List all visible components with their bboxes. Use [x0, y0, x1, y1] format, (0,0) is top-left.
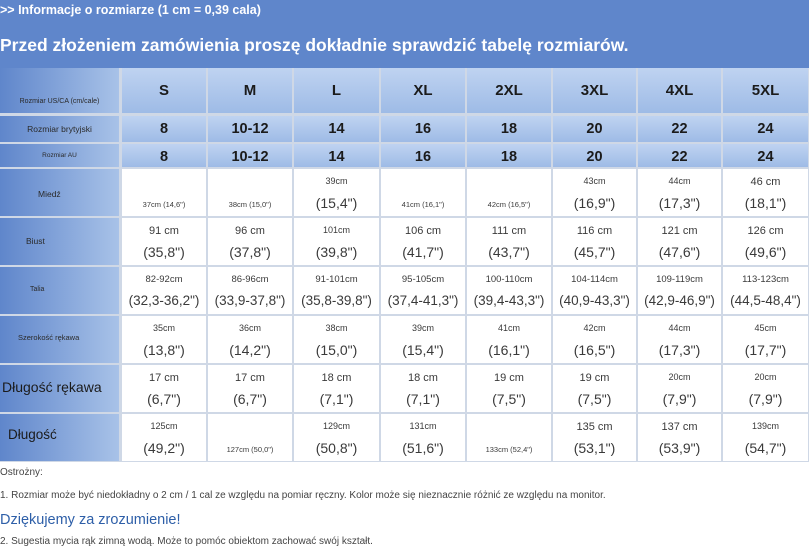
- measure-cell: [638, 316, 721, 363]
- measure-cm: 44cm: [668, 176, 691, 186]
- measure-cm: 82-92cm: [145, 274, 183, 285]
- size-value: S: [158, 82, 169, 99]
- measure-in: (7,1"): [319, 391, 354, 407]
- row-label-cell: [0, 316, 119, 363]
- row-label-cell: [0, 169, 119, 216]
- measure-cm: 139cm: [751, 421, 779, 431]
- thanks-text: Dziękujemy za zrozumienie!: [0, 512, 181, 528]
- measure-cm: 111 cm: [491, 225, 527, 237]
- measure-cell: [122, 218, 206, 265]
- measure-in: (49,2"): [143, 440, 185, 456]
- measure-cell: [122, 414, 206, 461]
- row-label: Rozmiar US/CA (cm/cale): [19, 98, 100, 105]
- size-value: 10-12: [231, 121, 269, 137]
- size-value: 2XL: [495, 82, 523, 99]
- measure-in: 37cm (14,6"): [142, 200, 186, 209]
- size-value: L: [331, 82, 342, 99]
- measure-cm: 137 cm: [661, 421, 698, 433]
- measure-cell: [638, 414, 721, 461]
- size-header-cell: [467, 68, 551, 113]
- measure-cell: [381, 218, 465, 265]
- size-value: 10-12: [231, 149, 269, 165]
- measure-in: (15,4"): [402, 342, 444, 358]
- row-label-cell: [0, 365, 119, 412]
- measure-cm: 18 cm: [321, 372, 352, 384]
- row-label: Talia: [30, 286, 45, 293]
- measure-cell: [294, 414, 379, 461]
- size-header-cell: [208, 144, 292, 167]
- row-label: Szerokość rękawa: [18, 333, 80, 342]
- measure-cm: 131cm: [409, 421, 437, 431]
- instruction-heading: Przed złożeniem zamówienia proszę dokładnie sprawdzić tabelę rozmiarów.: [0, 35, 629, 55]
- size-header-cell: [208, 68, 292, 113]
- measure-cm: 91 cm: [149, 225, 179, 237]
- measure-cm: 20cm: [754, 372, 777, 382]
- measure-in: 41cm (16,1"): [401, 200, 445, 209]
- measure-cell: [553, 169, 636, 216]
- size-value: 22: [671, 121, 688, 137]
- measure-cm: 19 cm: [579, 372, 610, 384]
- note-2: 2. Sugestia mycia rąk zimną wodą. Może to pomóc obiektom zachować swój kształt.: [0, 536, 373, 547]
- measure-in: (53,9"): [658, 440, 701, 456]
- measure-cell: [208, 414, 292, 461]
- size-header-cell: [381, 68, 465, 113]
- measure-cm: 100-110cm: [485, 274, 533, 285]
- measure-cell: [381, 414, 465, 461]
- measure-in: (13,8"): [143, 342, 185, 358]
- row-label: Rozmiar brytyjski: [27, 124, 92, 134]
- measure-cm: 95-105cm: [401, 274, 445, 285]
- size-header-cell: [638, 116, 721, 142]
- measure-cell: [553, 316, 636, 363]
- caution-label: Ostrożny:: [0, 467, 43, 478]
- measure-cm: 17 cm: [149, 372, 179, 384]
- measure-in: (53,1"): [573, 440, 616, 456]
- header-banner: [0, 0, 809, 68]
- row-label: Biust: [26, 236, 45, 246]
- measure-cm: 121 cm: [661, 225, 698, 237]
- measure-cell: [638, 218, 721, 265]
- measure-cm: 135 cm: [576, 421, 613, 433]
- measure-cell: [638, 267, 721, 314]
- measure-cell: [208, 218, 292, 265]
- measure-cell: [467, 267, 551, 314]
- measure-cm: 126 cm: [747, 225, 784, 237]
- measure-cell: [467, 414, 551, 461]
- measure-cell: [723, 365, 808, 412]
- measure-in: (7,9"): [662, 391, 697, 407]
- measure-in: (16,1"): [488, 342, 530, 358]
- measure-in: (32,3-36,2"): [128, 293, 200, 308]
- measure-in: (18,1"): [744, 195, 787, 211]
- size-header-cell: [723, 144, 808, 167]
- measure-cm: 43cm: [583, 176, 606, 186]
- size-header-cell: [122, 144, 206, 167]
- measure-cell: [122, 169, 206, 216]
- size-header-cell: [638, 68, 721, 113]
- measure-in: 127cm (50,0"): [226, 445, 274, 454]
- measure-cm: 101cm: [322, 225, 350, 235]
- measure-cm: 19 cm: [494, 372, 524, 384]
- row-label: Długość: [8, 427, 57, 442]
- size-value: 20: [586, 121, 603, 137]
- measure-in: (16,5"): [573, 342, 616, 358]
- row-label-cell: [0, 218, 119, 265]
- measure-cm: 106 cm: [404, 225, 442, 237]
- size-header-cell: [122, 68, 206, 113]
- measure-in: (6,7"): [147, 391, 181, 407]
- size-header-cell: [467, 116, 551, 142]
- measure-in: (33,9-37,8"): [214, 293, 286, 308]
- measure-cm: 41cm: [497, 323, 520, 333]
- measure-in: (15,0"): [315, 342, 358, 358]
- measure-cell: [294, 267, 379, 314]
- measure-cm: 125cm: [150, 421, 178, 431]
- measure-in: (7,5"): [577, 391, 612, 407]
- measure-cell: [208, 169, 292, 216]
- measure-cm: 45cm: [754, 323, 777, 333]
- measure-cell: [381, 267, 465, 314]
- measure-cell: [638, 365, 721, 412]
- measure-cm: 46 cm: [750, 176, 781, 188]
- size-value: XL: [413, 82, 433, 99]
- size-value: 4XL: [665, 82, 694, 99]
- size-header-cell: [553, 68, 636, 113]
- row-label-cell: [0, 116, 119, 142]
- size-value: 8: [159, 149, 169, 165]
- size-value: 3XL: [580, 82, 609, 99]
- measure-cell: [122, 316, 206, 363]
- measure-in: (37,8"): [229, 244, 271, 260]
- measure-cm: 39cm: [325, 176, 348, 186]
- measure-cell: [208, 267, 292, 314]
- row-label: Rozmiar AU: [42, 152, 77, 159]
- measure-cell: [294, 169, 379, 216]
- row-label: Długość rękawa: [2, 379, 102, 395]
- measure-cm: 39cm: [411, 323, 434, 333]
- size-header-cell: [122, 116, 206, 142]
- measure-in: (17,3"): [658, 195, 701, 211]
- measure-cell: [723, 169, 808, 216]
- measure-in: (42,9-46,9"): [644, 293, 715, 308]
- measure-cm: 18 cm: [408, 372, 438, 384]
- measure-cm: 113-123cm: [742, 274, 789, 285]
- measure-cm: 129cm: [322, 421, 350, 431]
- size-info-heading: >> Informacje o rozmiarze (1 cm = 0,39 cala): [0, 3, 261, 17]
- measure-cm: 91-101cm: [315, 274, 358, 285]
- size-header-cell: [553, 116, 636, 142]
- measure-in: (35,8"): [143, 244, 185, 260]
- size-value: M: [243, 82, 257, 99]
- measure-cell: [381, 316, 465, 363]
- measure-in: (40,9-43,3"): [559, 293, 630, 308]
- size-value: 8: [159, 121, 169, 137]
- measure-cell: [294, 218, 379, 265]
- measure-cm: 86-96cm: [231, 274, 269, 285]
- measure-cm: 104-114cm: [571, 274, 618, 285]
- measure-cm: 96 cm: [235, 225, 265, 237]
- measure-in: (50,8"): [315, 440, 358, 456]
- measure-cell: [723, 267, 808, 314]
- measure-cell: [638, 169, 721, 216]
- size-header-cell: [553, 144, 636, 167]
- measure-cell: [122, 365, 206, 412]
- measure-in: (41,7"): [402, 244, 444, 260]
- size-value: 14: [328, 121, 345, 137]
- measure-cell: [294, 316, 379, 363]
- note-1: 1. Rozmiar może być niedokładny o 2 cm / 1 cal ze względu na pomiar ręczny. Kolor może się nieznacznie różnić ze względu na monitor.: [0, 490, 606, 501]
- measure-cell: [294, 365, 379, 412]
- measure-cm: 44cm: [668, 323, 691, 333]
- size-header-cell: [381, 116, 465, 142]
- measure-cell: [553, 218, 636, 265]
- row-label-cell: [0, 414, 119, 461]
- measure-in: (49,6"): [744, 244, 787, 260]
- measure-cell: [208, 316, 292, 363]
- measure-cell: [467, 218, 551, 265]
- measure-cell: [553, 365, 636, 412]
- measure-cell: [467, 316, 551, 363]
- measure-in: (39,8"): [315, 244, 358, 260]
- measure-cell: [467, 365, 551, 412]
- measure-cell: [381, 169, 465, 216]
- measure-in: (7,1"): [406, 391, 440, 407]
- measure-cell: [208, 365, 292, 412]
- measure-in: (45,7"): [573, 244, 616, 260]
- size-value: 5XL: [751, 82, 780, 99]
- measure-in: (51,6"): [402, 440, 444, 456]
- size-header-cell: [638, 144, 721, 167]
- size-chart-table: [0, 68, 809, 462]
- size-header-cell: [723, 68, 808, 113]
- measure-cell: [723, 414, 808, 461]
- measure-in: (17,7"): [744, 342, 787, 358]
- measure-in: (35,8-39,8"): [301, 293, 372, 308]
- measure-cm: 35cm: [152, 323, 175, 333]
- measure-cell: [723, 218, 808, 265]
- measure-cm: 36cm: [238, 323, 261, 333]
- measure-in: (44,5-48,4"): [730, 293, 801, 308]
- size-value: 24: [757, 121, 774, 137]
- measure-in: (43,7"): [488, 244, 530, 260]
- size-header-cell: [294, 116, 379, 142]
- size-value: 24: [757, 149, 774, 165]
- measure-in: 38cm (15,0"): [228, 200, 272, 209]
- measure-cell: [553, 414, 636, 461]
- size-value: 16: [414, 121, 432, 137]
- size-value: 18: [500, 149, 518, 165]
- measure-in: (54,7"): [744, 440, 787, 456]
- size-header-cell: [294, 144, 379, 167]
- measure-in: 42cm (16,5"): [487, 200, 531, 209]
- measure-cm: 20cm: [668, 372, 691, 382]
- row-label-cell: [0, 267, 119, 314]
- size-header-cell: [467, 144, 551, 167]
- measure-in: (17,3"): [658, 342, 701, 358]
- measure-cell: [723, 316, 808, 363]
- row-label-cell: [0, 68, 119, 113]
- measure-in: 133cm (52,4"): [485, 445, 533, 454]
- measure-in: (37,4-41,3"): [387, 293, 459, 308]
- row-label: Miedź: [38, 189, 61, 199]
- size-value: 22: [671, 149, 688, 165]
- measure-cell: [122, 267, 206, 314]
- measure-in: (6,7"): [233, 391, 267, 407]
- size-value: 16: [414, 149, 432, 165]
- row-label-cell: [0, 144, 119, 167]
- size-value: 20: [586, 149, 603, 165]
- measure-cm: 42cm: [583, 323, 606, 333]
- measure-cell: [381, 365, 465, 412]
- measure-in: (39,4-43,3"): [473, 293, 545, 308]
- measure-in: (14,2"): [229, 342, 271, 358]
- size-header-cell: [381, 144, 465, 167]
- size-value: 18: [500, 121, 518, 137]
- measure-in: (16,9"): [573, 195, 616, 211]
- size-header-cell: [294, 68, 379, 113]
- measure-cell: [467, 169, 551, 216]
- measure-in: (7,9"): [748, 391, 783, 407]
- footer-notes: [0, 462, 809, 556]
- measure-cm: 109-119cm: [656, 274, 703, 285]
- measure-cm: 38cm: [325, 323, 348, 333]
- size-header-cell: [723, 116, 808, 142]
- measure-cm: 116 cm: [576, 225, 613, 237]
- measure-cm: 17 cm: [235, 372, 265, 384]
- size-value: 14: [328, 149, 345, 165]
- size-header-cell: [208, 116, 292, 142]
- measure-in: (7,5"): [492, 391, 526, 407]
- measure-in: (47,6"): [658, 244, 701, 260]
- measure-cell: [553, 267, 636, 314]
- measure-in: (15,4"): [315, 195, 358, 211]
